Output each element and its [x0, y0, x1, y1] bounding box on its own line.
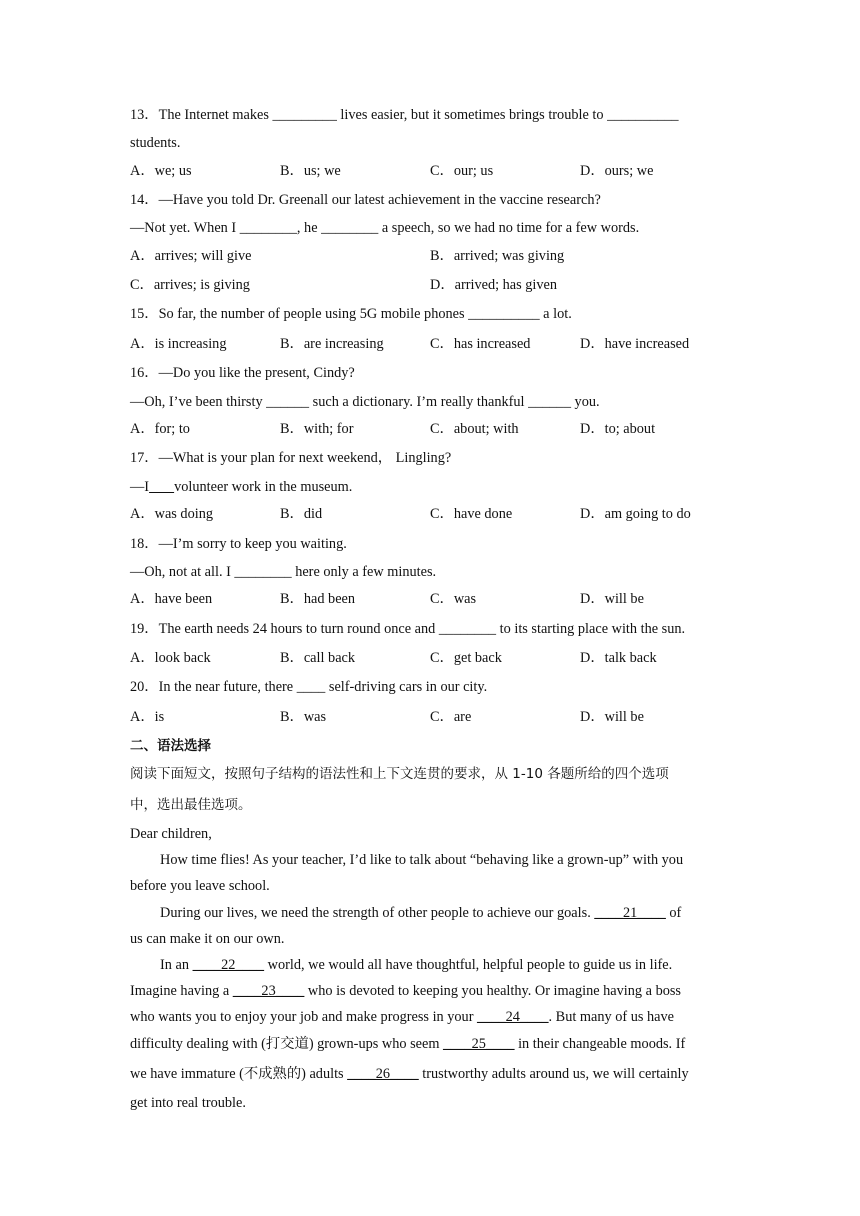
q17-reply-start: —I — [130, 479, 150, 495]
question-18-reply: —Oh, not at all. I ________ here only a few minutes. — [130, 564, 437, 580]
paragraph-1: How time flies! As your teacher, I’d like to talk about “behaving like a grown-up” with you — [160, 852, 684, 868]
q17-option-a: A．was doing — [130, 506, 213, 522]
question-18-stem: 18．—I’m sorry to keep you waiting. — [130, 536, 347, 552]
blank-24: ____24____ — [477, 1009, 549, 1025]
section-title: 二、语法选择 — [130, 738, 211, 754]
letter-greeting: Dear children, — [130, 826, 212, 842]
paragraph-2-text: During our lives, we need the strength of other people to achieve our goals. — [160, 905, 595, 921]
q13-option-c: C．our; us — [430, 163, 494, 179]
blank-25: ____25____ — [443, 1036, 515, 1052]
question-20-stem: 20．In the near future, there ____ self-driving cars in our city. — [130, 679, 488, 695]
section-instructions-cont: 中，选出最佳选项。 — [130, 797, 252, 813]
q19-option-c: C．get back — [430, 650, 502, 666]
p3-l3-start: who wants you to enjoy your job and make progress in your — [130, 1009, 478, 1025]
question-13-stem-cont: students. — [130, 135, 181, 151]
blank-22: ____22____ — [192, 957, 265, 973]
question-17-stem: 17．—What is your plan for next weekend， Lingling? — [130, 450, 452, 466]
paragraph-3-line-5 — [130, 1065, 689, 1083]
paragraph-2 — [160, 904, 681, 922]
blank-21: ____21____ — [594, 905, 666, 921]
question-16-reply: —Oh, I’ve been thirsty ______ such a dictionary. I’m really thankful ______ you. — [130, 394, 600, 410]
q16-option-a: A．for; to — [130, 421, 190, 437]
p3-l5-end: trustworthy adults around us, we will certainly — [418, 1066, 689, 1082]
section-instructions: 阅读下面短文，按照句子结构的语法性和上下文连贯的要求，从 1-10 各题所给的四个选项 — [130, 766, 669, 782]
q20-option-a: A．is — [130, 709, 165, 725]
p3-l3-end: . But many of us have — [548, 1009, 675, 1025]
p3-l2-start: Imagine having a — [130, 983, 233, 999]
q19-option-d: D．talk back — [580, 650, 657, 666]
q13-option-b: B．us; we — [280, 163, 341, 179]
q15-option-a: A．is increasing — [130, 336, 227, 352]
q17-option-d: D．am going to do — [580, 506, 691, 522]
paragraph-3-line-4 — [130, 1035, 685, 1053]
question-14-stem: 14．—Have you told Dr. Greenall our latest achievement in the vaccine research? — [130, 192, 601, 208]
q20-option-d: D．will be — [580, 709, 644, 725]
q17-option-c: C．have done — [430, 506, 513, 522]
q20-option-b: B．was — [280, 709, 327, 725]
q18-option-c: C．was — [430, 591, 477, 607]
q15-option-d: D．have increased — [580, 336, 690, 352]
q16-option-d: D．to; about — [580, 421, 656, 437]
p3-l4-end: in their changeable moods. If — [514, 1036, 686, 1052]
q17-reply-end: volunteer work in the museum. — [174, 479, 353, 495]
paragraph-2-text-end: of — [665, 905, 682, 921]
paragraph-2-cont: us can make it on our own. — [130, 931, 285, 947]
q14-option-c: C．arrives; is giving — [130, 277, 250, 293]
p3-l1-end: world, we would all have thoughtful, helpful people to guide us in life. — [264, 957, 673, 973]
question-15-stem: 15．So far, the number of people using 5G mobile phones __________ a lot. — [130, 306, 572, 322]
q15-option-b: B．are increasing — [280, 336, 384, 352]
q14-option-b: B．arrived; was giving — [430, 248, 565, 264]
p3-l5-start: we have immature (不成熟的) adults — [130, 1066, 348, 1082]
question-19-stem: 19．The earth needs 24 hours to turn round once and ________ to its starting place with the sun. — [130, 621, 686, 637]
p3-l1-start: In an — [160, 957, 193, 973]
p3-l4-start: difficulty dealing with (打交道) grown-ups who seem — [130, 1036, 444, 1052]
paragraph-1-cont: before you leave school. — [130, 878, 270, 894]
q14-option-d: D．arrived; has given — [430, 277, 558, 293]
blank-23: ____23____ — [232, 983, 305, 999]
q13-option-d: D．ours; we — [580, 163, 654, 179]
question-13-stem: 13．The Internet makes _________ lives easier, but it sometimes brings trouble to __________ — [130, 107, 679, 123]
question-14-reply: —Not yet. When I ________, he ________ a speech, so we had no time for a few words. — [130, 220, 640, 236]
q18-option-b: B．had been — [280, 591, 356, 607]
q17-option-b: B．did — [280, 506, 323, 522]
question-17-reply — [130, 478, 352, 496]
q15-option-c: C．has increased — [430, 336, 531, 352]
q17-blank — [149, 479, 174, 495]
paragraph-3-line-3 — [130, 1008, 674, 1026]
q16-option-b: B．with; for — [280, 421, 354, 437]
paragraph-3-line-6: get into real trouble. — [130, 1095, 246, 1111]
q18-option-d: D．will be — [580, 591, 644, 607]
q20-option-c: C．are — [430, 709, 472, 725]
paragraph-3-line-1 — [160, 956, 672, 974]
q19-option-b: B．call back — [280, 650, 356, 666]
p3-l2-end: who is devoted to keeping you healthy. Or imagine having a boss — [304, 983, 681, 999]
q16-option-c: C．about; with — [430, 421, 519, 437]
paragraph-3-line-2 — [130, 982, 681, 1000]
question-16-stem: 16．—Do you like the present, Cindy? — [130, 365, 355, 381]
q13-option-a: A．we; us — [130, 163, 192, 179]
q14-option-a: A．arrives; will give — [130, 248, 252, 264]
blank-26: ____26____ — [347, 1066, 419, 1082]
q19-option-a: A．look back — [130, 650, 211, 666]
q18-option-a: A．have been — [130, 591, 213, 607]
